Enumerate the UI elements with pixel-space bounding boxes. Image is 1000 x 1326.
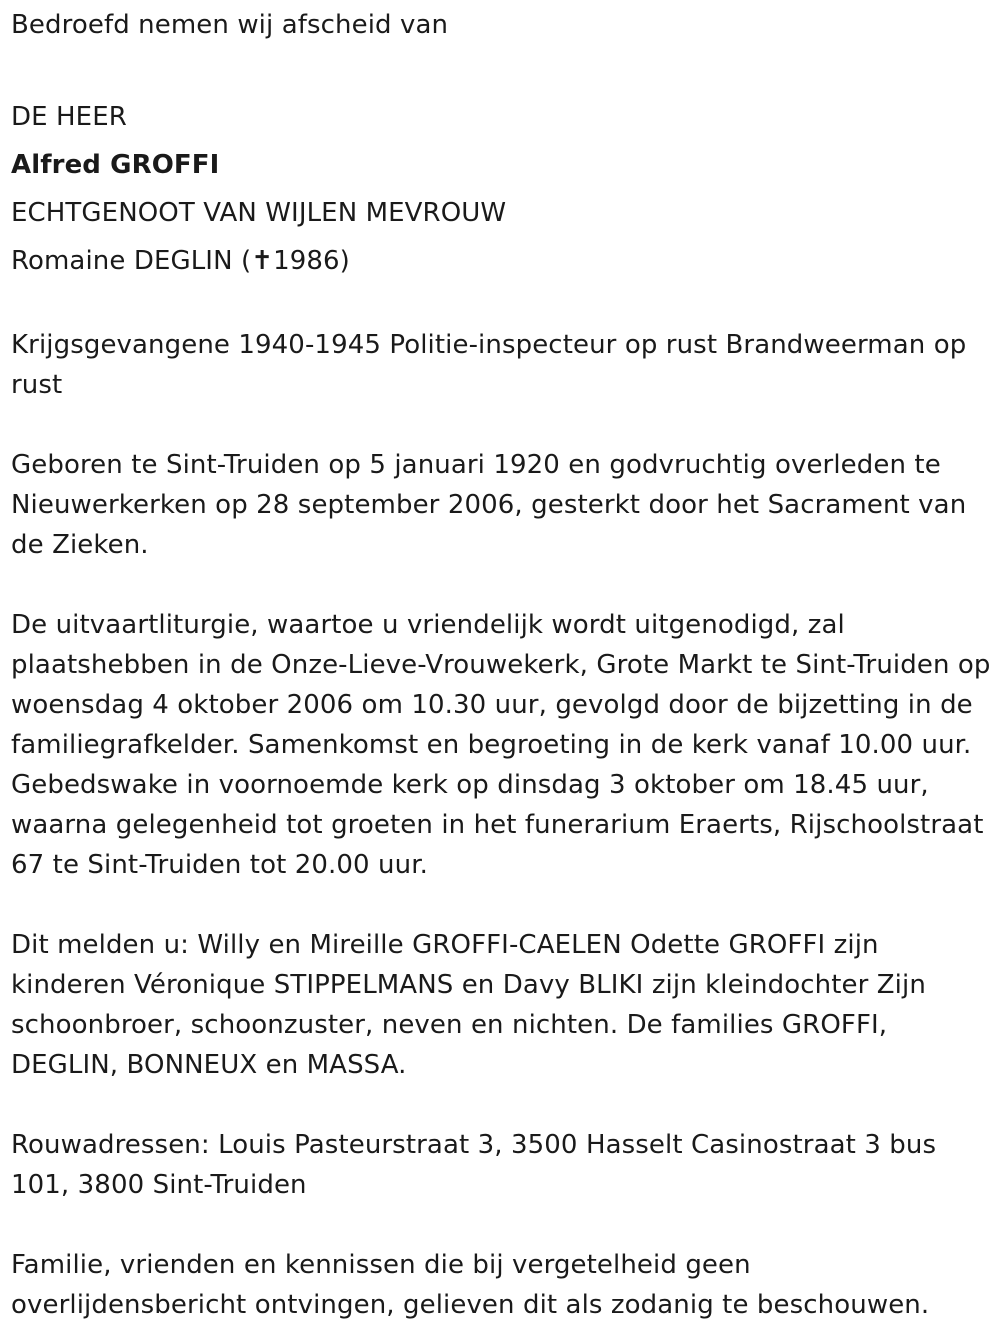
spacer — [11, 885, 991, 925]
birth-death-text: Geboren te Sint-Truiden op 5 januari 1920 en godvruchtig overleden te Nieuwerkerken op 28 september 2006, gesterkt door het Sacrament van de Zieken. — [11, 450, 967, 560]
spouse-name: Romaine DEGLIN (✝1986) — [11, 246, 350, 276]
spacer — [11, 85, 991, 93]
addresses-text: Rouwadressen: Louis Pasteurstraat 3, 3500 Hasselt Casinostraat 3 bus 101, 3800 Sint-Truiden — [11, 1130, 937, 1200]
spacer — [11, 405, 991, 445]
career-text: Krijgsgevangene 1940-1945 Politie-inspecteur op rust Brandweerman op rust — [11, 330, 967, 400]
announcers-text: Dit melden u: Willy en Mireille GROFFI-CAELEN Odette GROFFI zijn kinderen Véronique STIPPELMANS en Davy BLIKI zijn kleindochter Zijn schoonbroer, schoonzuster, neven en nichten. De families GROFFI, DEGLIN, BONNEUX en MASSA. — [11, 930, 926, 1080]
spacer — [11, 45, 991, 85]
closing-text: Familie, vrienden en kennissen die bij vergetelheid geen overlijdensbericht ontvingen, gelieven dit als zodanig te beschouwen. — [11, 1250, 930, 1320]
deceased-name: Alfred GROFFI — [11, 150, 220, 180]
spacer — [11, 1085, 991, 1125]
spouse-line: ECHTGENOOT VAN WIJLEN MEVROUW — [11, 198, 507, 228]
spacer — [11, 1205, 991, 1245]
honorific: DE HEER — [11, 102, 127, 132]
spacer — [11, 565, 991, 605]
spacer — [11, 285, 991, 325]
funeral-text: De uitvaartliturgie, waartoe u vriendelijk wordt uitgenodigd, zal plaatshebben in de Onze-Lieve-Vrouwekerk, Grote Markt te Sint-Truiden op woensdag 4 oktober 2006 om 10.30 uur, gevolgd door de bijzetting in de familiegrafkelder. Samenkomst en begroeting in de kerk vanaf 10.00 uur. Gebedswake in voornoemde kerk op dinsdag 3 oktober om 18.45 uur, waarna gelegenheid tot groeten in het funerarium Eraerts, Rijschoolstraat 67 te Sint-Truiden tot 20.00 uur. — [11, 610, 991, 880]
intro-text: Bedroefd nemen wij afscheid van — [11, 10, 449, 40]
obituary-document — [11, 0, 991, 1325]
